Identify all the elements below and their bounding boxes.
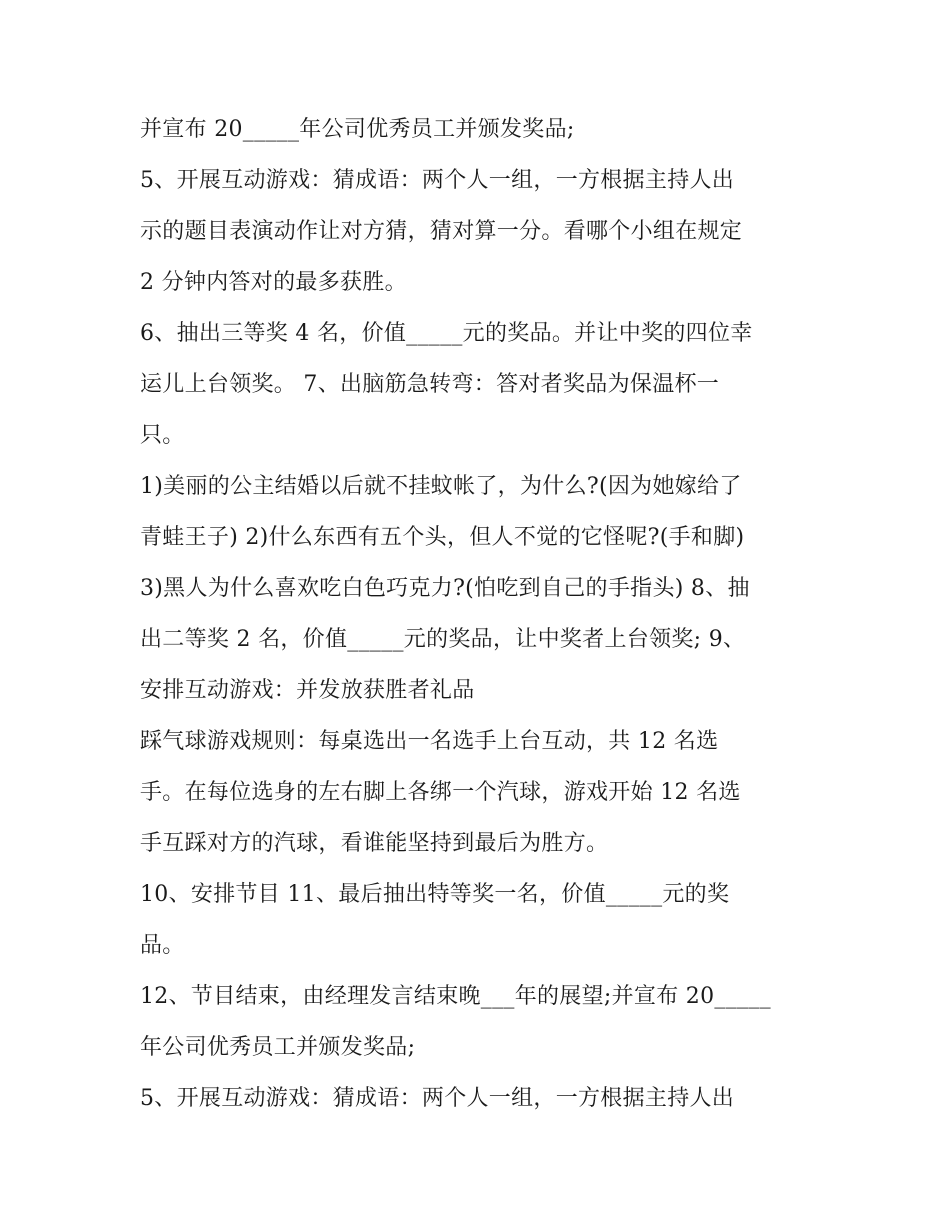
text-line: 并宣布 20_____年公司优秀员工并颁发奖品; — [140, 117, 575, 142]
text-line: 踩气球游戏规则：每桌选出一名选手上台互动，共 12 名选 — [140, 729, 719, 754]
document-body — [140, 104, 830, 1124]
text-line: 6、抽出三等奖 4 名，价值_____元的奖品。并让中奖的四位幸 — [140, 321, 753, 346]
text-line: 运儿上台领奖。 7、出脑筋急转弯：答对者奖品为保温杯一 — [140, 372, 720, 397]
text-line: 3)黑人为什么喜欢吃白色巧克力?(怕吃到自己的手指头) 8、抽 — [140, 576, 750, 601]
text-line: 2 分钟内答对的最多获胜。 — [140, 270, 407, 295]
text-line: 品。 — [140, 933, 185, 958]
text-line: 12、节目结束，由经理发言结束晚___年的展望;并宣布 20_____ — [140, 984, 771, 1009]
text-line: 10、安排节目 11、最后抽出特等奖一名，价值_____元的奖 — [140, 882, 730, 907]
text-line: 5、开展互动游戏：猜成语：两个人一组，一方根据主持人出 — [140, 168, 735, 193]
text-line: 1)美丽的公主结婚以后就不挂蚊帐了，为什么?(因为她嫁给了 — [140, 474, 742, 499]
text-line: 安排互动游戏：并发放获胜者礼品 — [140, 678, 475, 703]
text-line: 示的题目表演动作让对方猜，猜对算一分。看哪个小组在规定 — [140, 219, 743, 244]
text-line: 手互踩对方的汽球，看谁能坚持到最后为胜方。 — [140, 831, 609, 856]
text-line: 只。 — [140, 423, 185, 448]
text-line: 年公司优秀员工并颁发奖品; — [140, 1035, 416, 1060]
text-line: 出二等奖 2 名，价值_____元的奖品，让中奖者上台领奖; 9、 — [140, 627, 746, 652]
text-line: 手。在每位选身的左右脚上各绑一个汽球，游戏开始 12 名选 — [140, 780, 741, 805]
text-line: 青蛙王子) 2)什么东西有五个头，但人不觉的它怪呢?(手和脚) — [140, 525, 745, 550]
text-line: 5、开展互动游戏：猜成语：两个人一组，一方根据主持人出 — [140, 1086, 735, 1111]
